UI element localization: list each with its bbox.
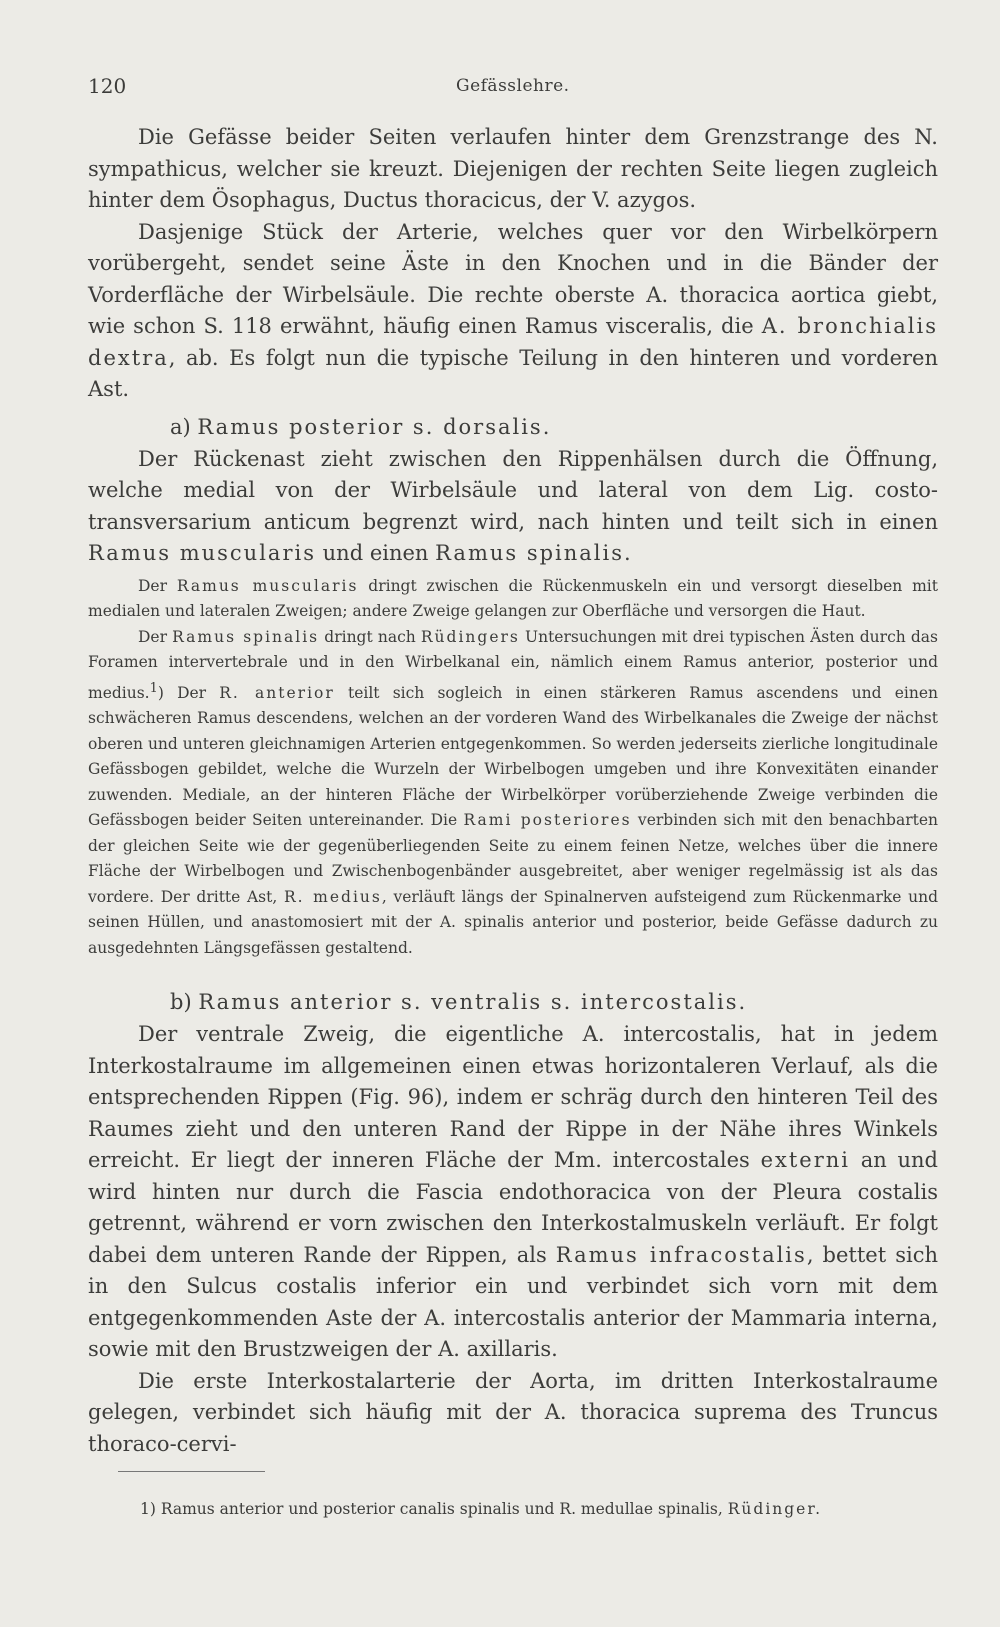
page-header bbox=[88, 74, 905, 104]
running-head: Gefässlehre. bbox=[456, 76, 570, 96]
footnote-text: Ramus anterior und posterior canalis spinalis und R. medullae spinalis, bbox=[160, 1500, 728, 1518]
footnote-reference: 1 bbox=[149, 680, 158, 696]
text-run: Der Rückenast zieht zwischen den Rippenhälsen durch die Öffnung, welche medial von der Wirbelsäule und lateral von dem Lig. costo-transversarium anticum begrenzt wird, nach hinten und teilt sich in einen bbox=[88, 446, 938, 534]
text-run: , bettet sich in den Sulcus costalis inferior ein und verbindet sich vorn mit dem entgegenkommenden Aste der A. intercostalis anterior der Mammaria interna, sowie mit den Brustzweigen der A. axillaris. bbox=[88, 1242, 938, 1362]
section-a-paragraph-1 bbox=[88, 444, 938, 570]
page-number: 120 bbox=[88, 74, 127, 98]
section-title: Ramus anterior s. ventralis s. intercostalis. bbox=[198, 990, 748, 1015]
text-run: , ab. Es folgt nun die typische Teilung in den hinteren und vorderen Ast. bbox=[88, 345, 938, 401]
section-a-small-paragraph-2 bbox=[88, 625, 938, 962]
spaced-term: externi bbox=[760, 1148, 850, 1173]
text-run: , verläuft längs der Spinalnerven aufsteigend zum Rückenmarke und seinen Hüllen, und anastomosiert mit der A. spinalis anterior und posterior, beide Gefässe dadurch zu ausgedehnten Längsgefässen gestaltend. bbox=[88, 887, 938, 957]
text-run: ) Der bbox=[157, 683, 220, 702]
spaced-term: Ramus spinalis bbox=[435, 541, 625, 565]
section-a-heading bbox=[88, 412, 938, 442]
text-run: Untersuchungen mit drei typischen Ästen durch das Foramen intervertebrale und in den Wirbelkanal ein, nämlich einem Ramus anterior, posterior und medius. bbox=[88, 627, 938, 702]
text-run: Der ventrale Zweig, die eigentliche A. intercostalis, hat in jedem Interkostalraume im allgemeinen einen etwas horizontaleren Verlauf, als die entsprechenden Rippen (Fig. 96), indem er schräg durch den hinteren Teil des Raumes zieht und den unteren Rand der Rippe in der Nähe ihres Winkels erreicht. Er liegt der inneren Fläche der Mm. intercostales bbox=[88, 1022, 938, 1173]
spaced-term: Rami posteriores bbox=[463, 811, 632, 830]
section-b-heading bbox=[88, 987, 938, 1017]
spaced-term: Rüdinger. bbox=[727, 1500, 822, 1518]
intro-paragraph-2 bbox=[88, 217, 938, 406]
section-title: Ramus posterior s. dorsalis. bbox=[197, 414, 552, 439]
section-b-paragraph-2: Die erste Interkostalarterie der Aorta, im dritten Interkostalraume gelegen, verbindet sich häufig mit der A. thoracica suprema des Truncus thoraco-cervi- bbox=[88, 1368, 938, 1456]
spaced-term: Ramus spinalis bbox=[172, 627, 320, 646]
intro-paragraph-1: Die Gefässe beider Seiten verlaufen hinter dem Grenzstrange des N. sympathicus, welcher sie kreuzt. Diejenigen der rechten Seite liegen zugleich hinter dem Ösophagus, Ductus thoracicus, der V. azygos. bbox=[88, 125, 938, 212]
text-run: . bbox=[624, 541, 631, 565]
page-body bbox=[88, 122, 938, 1460]
footnote-divider bbox=[118, 1471, 265, 1472]
spaced-term: R. medius bbox=[283, 887, 382, 906]
spaced-term: Ramus infracostalis bbox=[555, 1242, 807, 1267]
spaced-term: Ramus muscularis bbox=[176, 576, 359, 595]
text-run: verbinden sich mit den benachbarten der gleichen Seite wie der gegenüberliegenden Seite zu einem feinen Netze, welches über die innere Fläche der Wirbelbogen und Zwischenbogenbänder ausgebreitet, aber weniger regelmässig ist als das vordere. Der dritte Ast, bbox=[88, 811, 939, 906]
text-run: Dasjenige Stück der Arterie, welches quer vor den Wirbelkörpern vorübergeht, sendet seine Äste in den Knochen und in die Bänder der Vorderfläche der Wirbelsäule. Die rechte oberste A. thoracica aortica giebt, wie schon S. 118 erwähnt, häufig einen Ramus visceralis, die bbox=[88, 219, 938, 338]
text-run: dringt zwischen die Rückenmuskeln ein und versorgt dieselben mit medialen und lateralen Zweigen; andere Zweige gelangen zur Oberfläche und versorgen die Haut. bbox=[88, 576, 938, 620]
spaced-term: A. bronchialis dextra bbox=[88, 314, 938, 370]
text-run: teilt sich sogleich in einen stärkeren Ramus ascendens und einen schwächeren Ramus descendens, welchen an der vorderen Wand des Wirbelkanales die Zweige der nächst oberen und unteren gleichnamigen Arterien entgegenkommen. So werden jederseits zierliche longitudinale Gefässbogen gebildet, welche die Wurzeln der Wirbelbogen umgeben und ihre Konvexitäten einander zuwenden. Mediale, an der hinteren Fläche der Wirbelkörper vorüberziehende Zweige verbinden die Gefässbogen beider Seiten untereinander. Die bbox=[88, 683, 938, 830]
section-a-small-paragraph-1 bbox=[88, 574, 938, 625]
text-run: an und wird hinten nur durch die Fascia endothoracica von der Pleura costalis getrennt, während er vorn zwischen den Interkostalmuskeln verläuft. Er folgt dabei dem unteren Rande der Rippen, als bbox=[88, 1148, 939, 1267]
text-run: Der bbox=[138, 576, 177, 595]
text-run: dringt nach bbox=[319, 627, 421, 646]
spaced-term: R. anterior bbox=[219, 683, 335, 702]
section-label: b) bbox=[170, 990, 199, 1015]
section-b-paragraph-1 bbox=[88, 1019, 938, 1366]
text-run: und einen bbox=[315, 541, 436, 565]
section-label: a) bbox=[170, 414, 198, 439]
spaced-term: Rüdingers bbox=[420, 627, 520, 646]
footnote bbox=[140, 1498, 940, 1520]
text-run: Der bbox=[138, 627, 173, 646]
spaced-term: Ramus muscularis bbox=[88, 541, 316, 565]
footnote-marker: 1) bbox=[140, 1500, 161, 1518]
